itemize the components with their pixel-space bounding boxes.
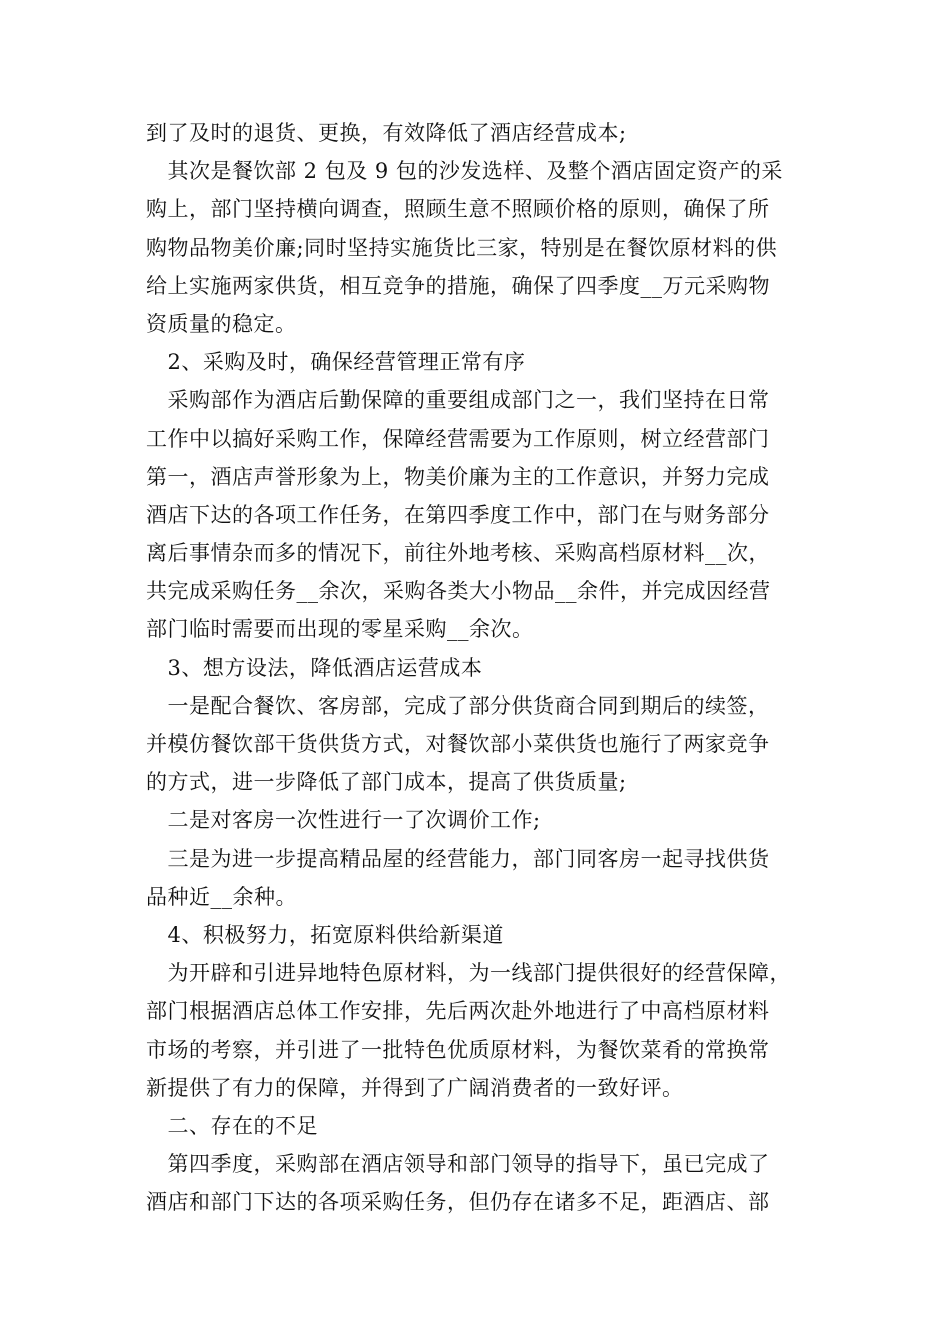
text-line: 第一，酒店声誉形象为上，物美价廉为主的工作意识，并努力完成 — [146, 464, 770, 489]
text-line: 给上实施两家供货，相互竞争的措施，确保了四季度__万元采购物 — [146, 273, 770, 298]
text-line: 购物品物美价廉;同时坚持实施货比三家，特别是在餐饮原材料的供 — [146, 235, 778, 260]
section-heading: 3、想方设法，降低酒店运营成本 — [146, 655, 483, 680]
text-line: 品种近__余种。 — [146, 884, 297, 909]
text-line: 工作中以搞好采购工作，保障经营需要为工作原则，树立经营部门 — [146, 426, 770, 451]
text-line: 三是为进一步提高精品屋的经营能力，部门同客房一起寻找供货 — [146, 846, 770, 871]
text-line: 购上，部门坚持横向调查，照顾生意不照顾价格的原则，确保了所 — [146, 197, 770, 222]
text-line: 资质量的稳定。 — [146, 311, 297, 336]
text-line: 酒店和部门下达的各项采购任务，但仍存在诸多不足，距酒店、部 — [146, 1190, 770, 1215]
text-line: 为开辟和引进异地特色原材料，为一线部门提供很好的经营保障， — [146, 961, 791, 986]
text-line: 离后事情杂而多的情况下，前往外地考核、采购高档原材料__次， — [146, 541, 770, 566]
text-line: 到了及时的退货、更换，有效降低了酒店经营成本; — [146, 121, 627, 145]
text-line: 并模仿餐饮部干货供货方式，对餐饮部小菜供货也施行了两家竞争 — [146, 732, 770, 756]
text-line: 采购部作为酒店后勤保障的重要组成部门之一，我们坚持在日常 — [146, 388, 770, 413]
text-line: 部门根据酒店总体工作安排，先后两次赴外地进行了中高档原材料 — [146, 999, 770, 1024]
text-line: 市场的考察，并引进了一批特色优质原材料，为餐饮菜肴的常换常 — [146, 1037, 770, 1062]
section-heading: 4、积极努力，拓宽原料供给新渠道 — [146, 922, 504, 947]
text-line: 新提供了有力的保障，并得到了广阔消费者的一致好评。 — [146, 1075, 684, 1100]
text-line: 第四季度，采购部在酒店领导和部门领导的指导下，虽已完成了 — [146, 1152, 770, 1177]
text-line: 二是对客房一次性进行一了次调价工作; — [146, 808, 541, 833]
document-body — [146, 114, 818, 1221]
text-line: 其次是餐饮部 2 包及 9 包的沙发选样、及整个酒店固定资产的采 — [146, 159, 783, 184]
text-line: 部门临时需要而出现的零星采购__余次。 — [146, 617, 534, 642]
text-line: 一是配合餐饮、客房部，完成了部分供货商合同到期后的续签， — [146, 693, 770, 718]
section-heading: 二、存在的不足 — [146, 1113, 318, 1138]
text-line: 的方式，进一步降低了部门成本，提高了供货质量; — [146, 770, 627, 795]
text-line: 酒店下达的各项工作任务，在第四季度工作中，部门在与财务部分 — [146, 502, 770, 527]
text-line: 共完成采购任务__余次，采购各类大小物品__余件，并完成因经营 — [146, 579, 771, 604]
section-heading: 2、采购及时，确保经营管理正常有序 — [146, 350, 526, 375]
